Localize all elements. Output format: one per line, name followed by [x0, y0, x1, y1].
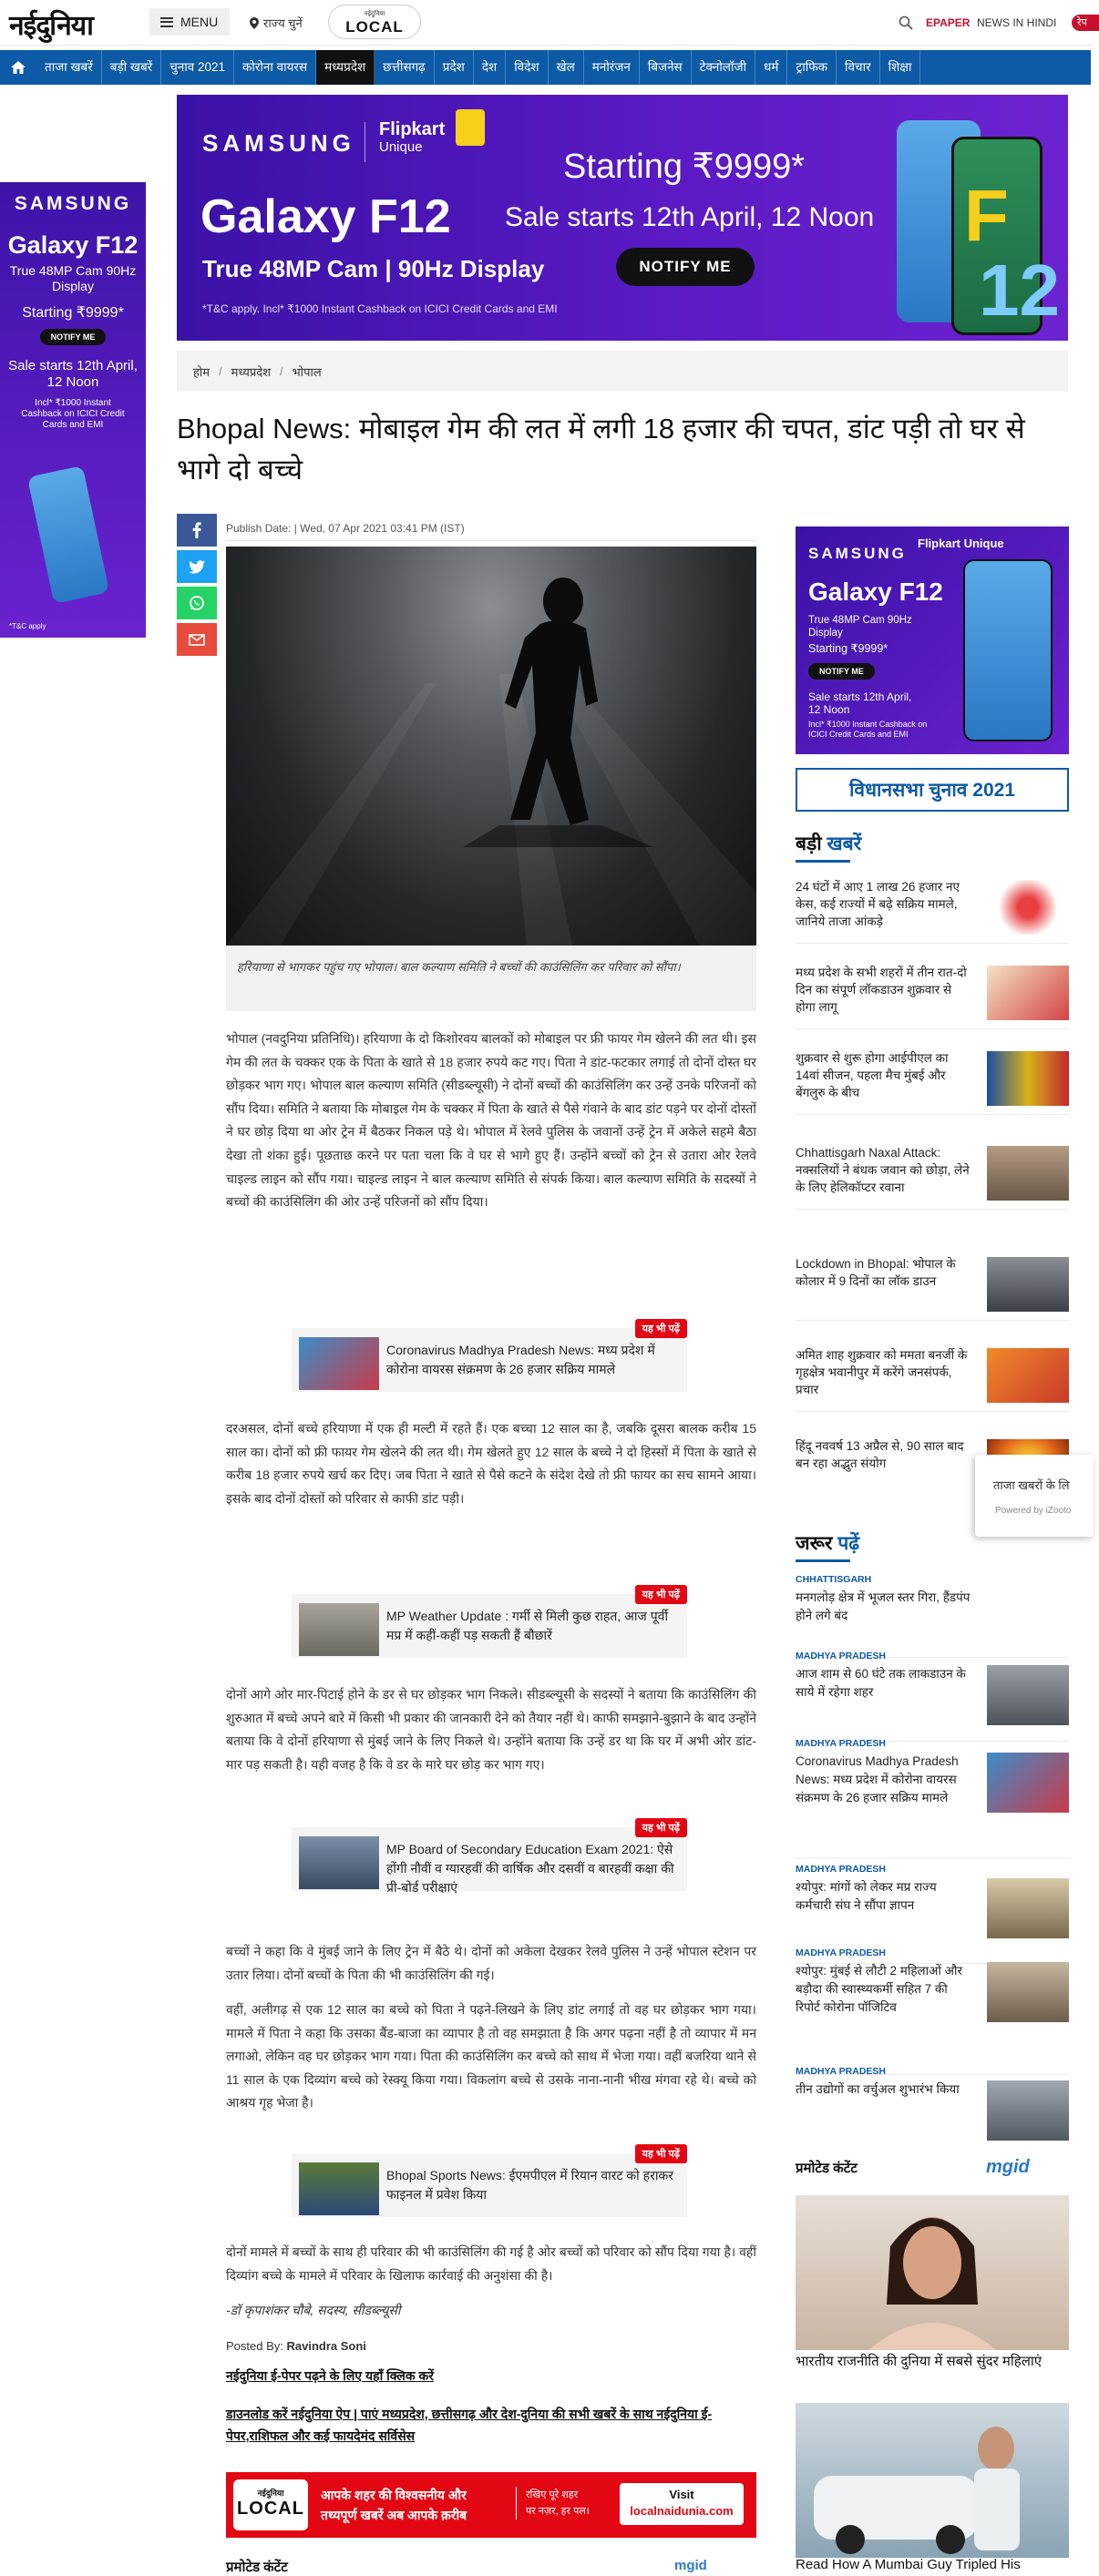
promoted-content-heading: प्रमोटेड कंटेंट: [226, 2560, 288, 2575]
local-banner-tag2: पर नज़र, हर पल।: [526, 2506, 590, 2517]
big-news-thumbnail: [987, 1051, 1069, 1106]
big-news-item[interactable]: [796, 1144, 1069, 1210]
whatsapp-share-button[interactable]: [177, 587, 217, 619]
push-notification-prompt[interactable]: [975, 1455, 1094, 1537]
nav-item[interactable]: टेक्नोलॉजी: [692, 50, 755, 85]
state-selector[interactable]: [250, 15, 303, 31]
vidhansabha-election-banner[interactable]: विधानसभा चुनाव 2021: [796, 768, 1069, 812]
article-paragraph: भोपाल (नवदुनिया प्रतिनिधि)। हरियाणा के दो किशोरवय बालकों को मोबाइल पर फ्री फायर गेम खेलने की लत थी। इस गेम की लत के चक्कर एक के पिता के खाते से 18 हजार रुपये कट गए। पिता ने डांट-फटकार लगाई तो दोनों दोस्त घर छोड़कर भाग गए। भोपाल बाल कल्याण समिति (सीडब्ल्यूसी) ने दोनों बच्चों की काउंसिलिंग कर उन्हें उनके परिजनों को सौंप दिया। समिति ने बताया कि मोबाइल गेम के चक्कर में पिता के खाते से पैसे गंवाने के बाद डांट पड़ने पर दोनों दोस्तों ने घर छोड़ दिया था ओर ट्रेन में बैठकर निकल पड़े थे। भोपाल में रेलवे पुलिस के जवानों उन्हें ट्रेन में अकेले सहमे बैठा देखा तो शंका हुई। पूछताछ करने पर पता चला कि वे घर से भागे हुए हैं। उन्होंने बच्चों को ट्रेन से उतारा ओर रेलवे चाइल्ड लाइन को सौंप गया। चाइल्ड लाइन ने बाल कल्याण समिति से संपर्क किया। बाल कल्याण समिति के सदस्यों ने बच्चों की काउंसिलिंग की ओर उन्हें परिजनों को सौंप दिया।: [226, 1031, 756, 1210]
article-main-image: [226, 547, 756, 946]
sidebar-ad-notify-button[interactable]: NOTIFY ME: [808, 663, 875, 680]
mgid-logo[interactable]: mgid: [986, 2157, 1030, 2177]
big-news-item[interactable]: [796, 878, 1069, 944]
nav-item[interactable]: बड़ी खबरें: [102, 50, 161, 85]
twitter-icon: [189, 560, 205, 574]
must-read-item[interactable]: [796, 1574, 1069, 1658]
promoted-title[interactable]: भारतीय राजनीति की दुनिया में सबसे सुंदर महिलाएं: [796, 2354, 1043, 2369]
side-ad-price: Starting ₹9999*: [22, 305, 124, 321]
local-big-label: LOCAL: [345, 18, 404, 36]
must-read-title: मनगलोड़ क्षेत्र में भूजल स्तर गिरा, हैंडपंप होने लगे बंद: [796, 1590, 971, 1622]
big-news-title: अमित शाह शुक्रवार को ममता बनर्जी के गृहक्षेत्र भवानीपुर में करेंगे जनसंपर्क, प्रचार: [796, 1348, 968, 1396]
publish-date: Publish Date: | Wed, 07 Apr 2021 03:41 PM (IST): [226, 522, 465, 535]
big-news-thumbnail: [987, 880, 1069, 935]
nav-item[interactable]: देश: [474, 50, 506, 85]
state-selector-label: राज्य चुनें: [263, 16, 303, 30]
search-icon[interactable]: [899, 15, 913, 30]
related-title: MP Board of Secondary Education Exam 2021: ऐसे होंगी नौवीं व ग्यारहवीं की वार्षिक और दसवीं व बारहवीं कक्षा की प्री-बोर्ड परीक्षाएं: [386, 1842, 674, 1895]
related-thumbnail: [299, 1603, 379, 1656]
image-caption: हरियाणा से भागकर पहुंच गए भोपाल। बाल कल्याण समिति ने बच्चों की काउंसिलिंग कर परिवार को सौंपा।: [226, 946, 756, 1011]
sidebar-ad-features: True 48MP Cam 90Hz Display: [808, 615, 912, 639]
facebook-icon: [192, 522, 201, 538]
related-title: Coronavirus Madhya Pradesh News: मध्य प्रदेश में कोरोना वायरस संक्रमण के 26 हजार सक्रिय मामले: [386, 1343, 655, 1376]
main-nav: [0, 50, 1091, 85]
must-read-title: श्योपुर: मांगों को लेकर मप्र राज्य कर्मचारी संघ ने सौंपा ज्ञापन: [796, 1880, 937, 1912]
push-prompt-powered: Powered by iZooto: [995, 1506, 1072, 1516]
promoted-image[interactable]: [796, 2195, 1069, 2350]
nav-item[interactable]: बिजनेस: [640, 50, 692, 85]
jarur-padhen-heading-b: पढ़ें: [837, 1533, 860, 1554]
jarur-padhen-heading-a: जरूर: [796, 1533, 838, 1554]
sidebar-ad-offer: Incl* ₹1000 Instant Cashback on ICICI Credit Cards and EMI: [808, 720, 928, 739]
local-banner-tag1: रखिए पूरे शहर: [526, 2489, 579, 2500]
big-news-thumbnail: [987, 1257, 1069, 1312]
related-thumbnail: [299, 1836, 379, 1889]
article-quote: -डॉ कृपाशंकर चौबे, सदस्य, सीडब्ल्यूसी: [226, 2303, 401, 2317]
related-tag: यह भी पढ़ें: [635, 1585, 687, 1604]
woman-portrait: [796, 2195, 1069, 2350]
ad-partner-sub: Unique: [379, 139, 423, 155]
badi-khabren-heading-a: बड़ी: [796, 833, 827, 854]
sidebar-ad-phone: [963, 559, 1053, 741]
local-button[interactable]: [328, 5, 421, 39]
must-read-item[interactable]: [796, 1738, 1069, 1858]
mgid-logo[interactable]: mgid: [674, 2558, 707, 2573]
big-news-thumbnail: [987, 1146, 1069, 1201]
side-ad-terms: *T&C apply: [9, 622, 46, 630]
samsung-side-ad[interactable]: [0, 182, 146, 638]
local-visit-button[interactable]: [620, 2483, 744, 2525]
notify-me-button[interactable]: NOTIFY ME: [616, 248, 755, 286]
news-in-hindi-link[interactable]: NEWS IN HINDI: [977, 16, 1057, 29]
posted-by: [226, 2339, 366, 2353]
whatsapp-icon: [189, 595, 205, 611]
site-logo[interactable]: नईदुनिया: [9, 10, 93, 42]
ad-partner-name: Flipkart: [379, 119, 446, 139]
email-share-button[interactable]: [177, 623, 217, 656]
sidebar-ad-price: Starting ₹9999*: [808, 642, 888, 655]
big-news-title: Lockdown in Bhopal: भोपाल के कोलार में 9 दिनों का लॉक डाउन: [796, 1257, 956, 1288]
related-article-card[interactable]: [292, 1823, 687, 1895]
app-download-link[interactable]: डाउनलोड करें नईदुनिया ऐप | पाएं मध्यप्रदेश, छत्तीसगढ़ और देश-दुनिया की सभी खबरें के साथ नईदुनिया ई-पेपर,राशिफल और कई फायदेमंद सर्विसेस: [226, 2407, 713, 2443]
big-news-title: हिंदू नववर्ष 13 अप्रैल से, 90 साल बाद बन रहा अद्भुत संयोग: [796, 1439, 964, 1470]
share-column: [177, 514, 217, 659]
related-tag: यह भी पढ़ें: [635, 1319, 687, 1338]
side-ad-phone: [27, 465, 109, 604]
running-child-silhouette: [226, 547, 756, 946]
article-paragraph: बच्चों ने कहा कि वे मुंबई जाने के लिए ट्रेन में बैठे थे। दोनों को अकेला देखकर रेलवे पुलिस ने उन्हें भोपाल स्टेशन पर उतार लिया। दोनों बच्चों के पिता की भी काउंसिलिंग की गई।: [226, 1944, 756, 1982]
badi-khabren-heading-b: खबरें: [827, 833, 862, 854]
local-banner-tagline: [516, 2487, 590, 2520]
nav-item[interactable]: कोरोना वायरस: [234, 50, 316, 85]
related-article-card[interactable]: [292, 2149, 687, 2217]
article-headline: Bhopal News: मोबाइल गेम की लत में लगी 18 हजार की चपत, डांट पड़ी तो घर से भागे दो बच्चे: [177, 413, 1025, 486]
epaper-link[interactable]: EPAPER: [926, 16, 971, 29]
jarur-padhen-heading: [796, 1530, 859, 1562]
promoted-content-heading: प्रमोटेड कंटेंट: [796, 2161, 858, 2176]
hamburger-icon: [160, 17, 173, 27]
ad-sale: Sale starts 12th April, 12 Noon: [505, 202, 875, 232]
big-news-item[interactable]: [796, 1346, 1069, 1412]
breadcrumb-separator: /: [219, 364, 222, 378]
promoted-image[interactable]: [796, 2403, 1069, 2558]
breadcrumb-home[interactable]: होम: [193, 364, 211, 379]
article-paragraph: वहीं, अलीगढ़ से एक 12 साल का बच्चे को पिता ने पढ़ने-लिखने के लिए डांट लगाई तो वह घर छोड़कर भाग गया। मामले में पिता ने कहा कि उसका बैंड-बाजा का व्यापार है तो वह समझाता है कि अगर पढ़ना नहीं है तो व्यापार में मन लगाओ, लेकिन वह घर छोड़कर भाग गया। पिता की काउंसिलिंग कर बच्चे को साथ में भेजा गया। वहीं बजरिया थाने से 11 साल के एक दिव्यांग बच्चे को रेस्क्यू किया गया। विकलांग बच्चे से उसके नाना-नानी भीख मंगवा रहे थे। बच्चे को आश्रय गृह भेजा है।: [226, 2002, 756, 2111]
local-banner-logo-small: नईदुनिया: [257, 2489, 284, 2498]
epaper-click-link[interactable]: नईदुनिया ई-पेपर पढ़ने के लिए यहाँ क्लिक करें: [226, 2368, 434, 2383]
man-with-car: [796, 2403, 1069, 2558]
related-article-card[interactable]: [292, 1590, 687, 1658]
sidebar-ad-partner: Flipkart Unique: [918, 537, 1004, 550]
nav-item[interactable]: शिक्षा: [880, 50, 921, 85]
must-read-category: MADHYA PRADESH: [796, 2066, 886, 2077]
menu-label: MENU: [180, 15, 219, 29]
big-news-title: मध्य प्रदेश के सभी शहरों में तीन रात-दो दिन का संपूर्ण लॉकडाउन शुक्रवार से होगा लागू: [796, 966, 967, 1014]
breadcrumb-city[interactable]: भोपाल: [292, 364, 322, 379]
article-paragraph: दरअसल, दोनों बच्चे हरियाणा में एक ही मल्टी में रहते हैं। एक बच्चा 12 साल का है, जबकि दूसरा बालक करीब 15 साल का। दोनों को फ्री फायर गेम खेलने की लत थी। गेम खेलते हुए 12 साल के बच्चे ने दो हिस्सों में पिता के खाते से करीब 18 हजार रुपये खर्च कर दिए। जब पिता ने खाते से पैसे कटने के संदेश देखे तो फ्री फायर का सच सामने आया। इसके बाद दोनों दोस्तों को परिवार से काफी डांट पड़ी।: [226, 1421, 756, 1506]
ad-partner: [379, 120, 445, 157]
local-banner-line1: आपके शहर की विश्वसनीय और: [321, 2488, 467, 2502]
f12-graphic: [960, 158, 1060, 331]
big-news-item[interactable]: [796, 1049, 1069, 1115]
nav-item[interactable]: छत्तीसगढ़: [375, 50, 435, 85]
breadcrumb-state[interactable]: मध्यप्रदेश: [231, 364, 272, 379]
must-read-category: CHHATTISGARH: [796, 1574, 872, 1585]
related-article-card[interactable]: [292, 1324, 687, 1392]
must-read-category: MADHYA PRADESH: [796, 1864, 886, 1875]
menu-button[interactable]: [149, 8, 230, 36]
ad-price: Starting ₹9999*: [563, 148, 806, 186]
must-read-item[interactable]: [796, 1651, 1069, 1742]
email-icon: [189, 634, 205, 646]
big-news-title: शुक्रवार से शुरू होगा आईपीएल का 14वां सीजन, पहला मैच मुंबई और बेंगलुरु के बीच: [796, 1051, 949, 1099]
flipkart-bag-icon: [456, 109, 485, 146]
side-ad-notify-button[interactable]: NOTIFY ME: [40, 329, 107, 345]
big-news-thumbnail: [987, 1348, 1069, 1403]
breadcrumb-separator: /: [280, 364, 283, 378]
badi-khabren-heading: [796, 831, 861, 863]
location-pin-icon: [250, 17, 259, 29]
local-promo-banner[interactable]: [226, 2472, 756, 2538]
nav-item[interactable]: ताजा खबरें: [36, 50, 102, 85]
big-news-item[interactable]: [796, 964, 1069, 1029]
ad-terms: *T&C apply. Incl* ₹1000 Instant Cashback on ICICI Credit Cards and EMI: [202, 302, 558, 315]
svg-text:12: 12: [979, 250, 1060, 331]
local-banner-line2: तथ्यपूर्ण खबरें अब आपके क़रीब: [321, 2508, 467, 2522]
promoted-title[interactable]: Read How A Mumbai Guy Tripled His: [796, 2557, 1021, 2572]
must-read-item[interactable]: [796, 2066, 1069, 2157]
ad-model: Galaxy F12: [200, 190, 451, 243]
must-read-thumbnail: [987, 1753, 1069, 1813]
sidebar-ad-brand: SAMSUNG: [808, 545, 907, 562]
must-read-thumbnail: [987, 1962, 1069, 2022]
article-paragraph: दोनों आगे ओर मार-पिटाई होने के डर से घर छोड़कर भाग निकले। सीडब्ल्यूसी के सदस्यों ने बताया कि काउंसिलिंग की शुरुआत में बच्चे अपने बारे में किसी भी प्रकार की जानकारी देने को तैयार नहीं थे। काफी समझाने-बुझाने के बाद उन्होंने बताया कि वे दोनों हरियाणा से मुंबई जाने के लिए निकले थे। उन्होंने बताया कि उन्हें डर था कि घर में अभी ओर डांट-मार पड़ सकती है। यही वजह है कि वे डर के मारे घर छोड़ कर भाग गए।: [226, 1687, 756, 1772]
samsung-sidebar-ad[interactable]: [796, 526, 1069, 754]
local-banner-logo: [233, 2479, 308, 2530]
top-bar: [0, 0, 1091, 46]
side-ad-sale: Sale starts 12th April, 12 Noon: [8, 358, 138, 390]
partial-pill-button[interactable]: रेप: [1072, 15, 1099, 31]
posted-by-label: Posted By:: [226, 2339, 283, 2353]
must-read-title: तीन उद्योगों का वर्चुअल शुभारंभ किया: [796, 2082, 960, 2096]
nav-item[interactable]: धर्म: [755, 50, 787, 85]
must-read-thumbnail: [987, 1878, 1069, 1938]
must-read-title: श्योपुर: मुंबई से लौटी 2 महिलाओं और बड़ौदा की स्वास्थ्यकर्मी सहित 7 की रिपोर्ट कोरोना पॉजिटिव: [796, 1964, 963, 2014]
related-title: MP Weather Update : गर्मी से मिली कुछ राहत, आज पूर्वी मप्र में कहीं-कहीं पड़ सकती हैं बौछारें: [386, 1609, 669, 1642]
local-banner-text: [321, 2485, 467, 2525]
nav-item[interactable]: मनोरंजन: [584, 50, 640, 85]
nav-item-active[interactable]: मध्यप्रदेश: [316, 50, 375, 85]
must-read-thumbnail: [987, 2080, 1069, 2141]
local-visit-url: localnaidunia.com: [630, 2504, 734, 2518]
samsung-banner-ad[interactable]: [177, 95, 1068, 341]
big-news-item[interactable]: [796, 1255, 1069, 1321]
side-ad-offer: Incl* ₹1000 Instant Cashback on ICICI Credit Cards and EMI: [21, 398, 125, 430]
must-read-category: MADHYA PRADESH: [796, 1738, 886, 1749]
side-ad-brand: SAMSUNG: [14, 193, 132, 214]
svg-text:F: F: [964, 175, 1009, 256]
related-thumbnail: [299, 1337, 379, 1390]
ad-features: True 48MP Cam | 90Hz Display: [202, 255, 545, 282]
sidebar-ad-model: Galaxy F12: [808, 578, 943, 606]
sidebar-ad-sale: Sale starts 12th April, 12 Noon: [808, 690, 912, 716]
nav-item[interactable]: ट्राफिक: [787, 50, 837, 85]
ad-brand: SAMSUNG: [202, 129, 355, 157]
local-small-label: नईदुनिया: [364, 11, 385, 17]
article-paragraph: दोनों मामले में बच्चों के साथ ही परिवार की भी काउंसिलिंग की गई है ओर बच्चों को परिवार को सौंप दिया गया है। वहीं दिव्यांग बच्चे के मामले में परिवार के खिलाफ कार्रवाई की अनुशंसा की है।: [226, 2244, 756, 2283]
breadcrumb: [177, 351, 1068, 392]
big-news-title: Chhattisgarh Naxal Attack: नक्सलियों ने बंधक जवान को छोड़ा, लेने के लिए हेलिकॉप्टर रवाना: [796, 1146, 970, 1194]
must-read-thumbnail: [987, 1665, 1069, 1725]
posted-by-author: Ravindra Soni: [286, 2339, 366, 2353]
nav-item[interactable]: चुनाव 2021: [161, 50, 234, 85]
twitter-share-button[interactable]: [177, 550, 217, 583]
related-title: Bhopal Sports News: ईएमपीएल में रियान वारट को हराकर फाइनल में प्रवेश किया: [386, 2168, 673, 2202]
related-tag: यह भी पढ़ें: [635, 1818, 687, 1837]
divider: [226, 540, 756, 541]
must-read-category: MADHYA PRADESH: [796, 1947, 886, 1958]
side-ad-features: True 48MP Cam 90Hz Display: [9, 263, 137, 293]
local-banner-logo-big: LOCAL: [237, 2499, 304, 2519]
big-news-title: 24 घंटों में आए 1 लाख 26 हजार नए केस, कई राज्यों में बढ़े सक्रिय मामले, जानिये ताजा आंकड़े: [796, 880, 960, 928]
nav-item[interactable]: विचार: [837, 50, 880, 85]
related-tag: यह भी पढ़ें: [635, 2144, 687, 2163]
must-read-category: MADHYA PRADESH: [796, 1651, 886, 1661]
home-icon[interactable]: [0, 50, 36, 85]
push-prompt-title: ताजा खबरों के लि: [993, 1478, 1070, 1492]
must-read-title: आज शाम से 60 घंटे तक लाकडाउन के साये में रहेगा शहर: [796, 1667, 966, 1699]
local-visit-label: Visit: [669, 2488, 694, 2501]
nav-item[interactable]: प्रदेश: [435, 50, 474, 85]
related-thumbnail: [299, 2162, 379, 2215]
side-ad-model: Galaxy F12: [7, 231, 139, 259]
must-read-title: Coronavirus Madhya Pradesh News: मध्य प्रदेश में कोरोना वायरस संक्रमण के 26 हजार सक्रिय मामले: [796, 1754, 959, 1804]
must-read-item[interactable]: [796, 1947, 1069, 2075]
facebook-share-button[interactable]: [177, 514, 217, 547]
nav-item[interactable]: विदेश: [506, 50, 548, 85]
big-news-thumbnail: [987, 966, 1069, 1020]
nav-item[interactable]: खेल: [549, 50, 584, 85]
